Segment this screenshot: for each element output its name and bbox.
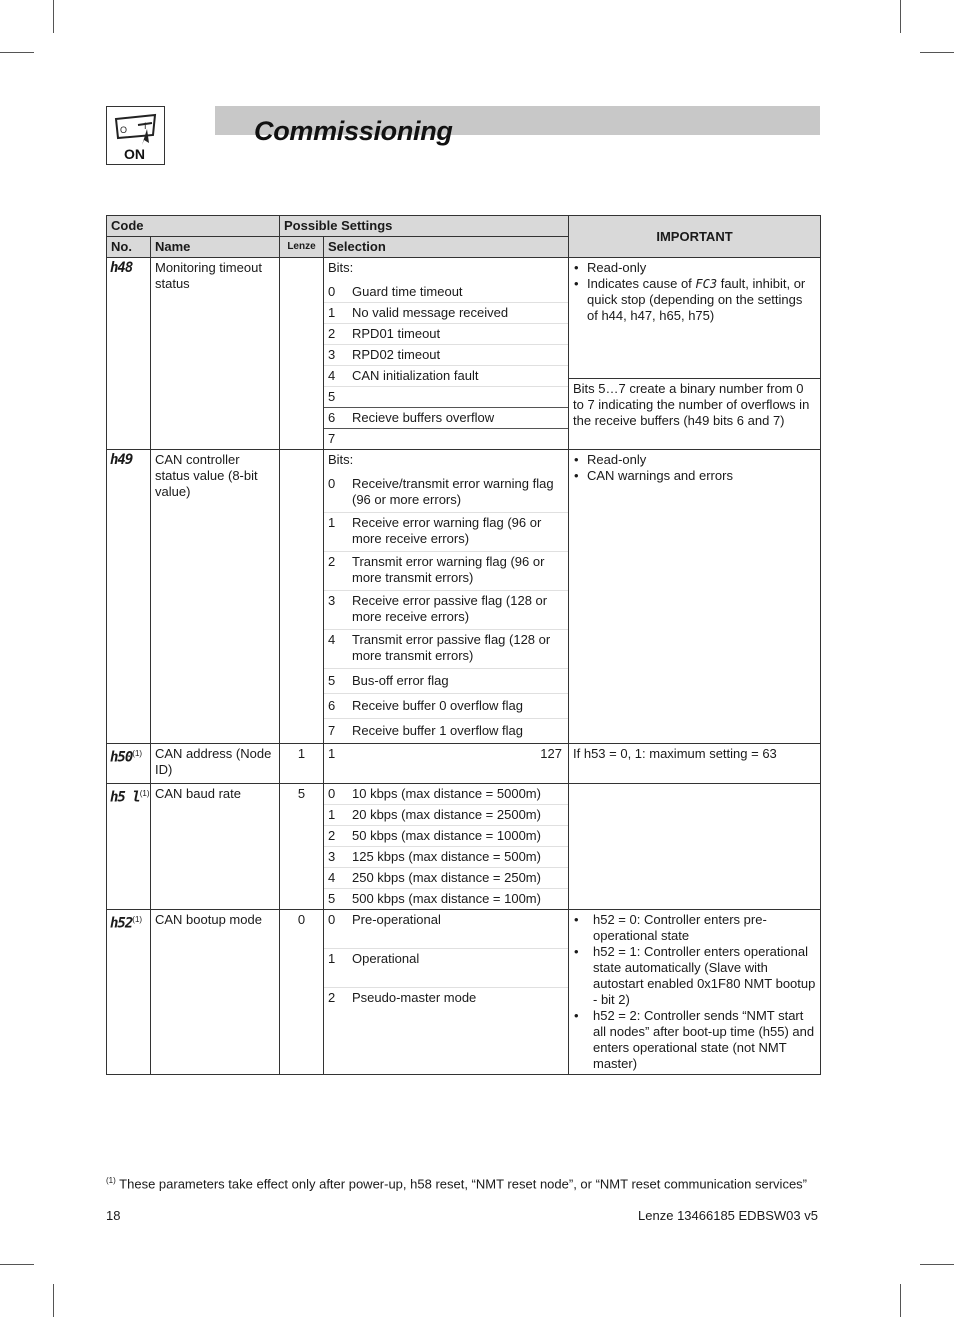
bit-number: 4 [328, 368, 336, 383]
list-item [324, 407, 568, 428]
list-item [324, 365, 568, 386]
bit-number: 1 [328, 305, 336, 320]
bit-text: Recieve buffers overflow [352, 410, 495, 425]
document-reference: Lenze 13466185 EDBSW03 v5 [638, 1208, 818, 1223]
list-item [324, 282, 568, 302]
bit-number: 5 [328, 389, 336, 404]
bit-text: Receive error passive flag (128 or more receive errors) [352, 593, 548, 624]
header-code: Code [107, 216, 280, 237]
header-lenze: Lenze [280, 237, 324, 258]
list-item [324, 474, 568, 512]
selection-cell [324, 784, 569, 910]
code-cell [107, 784, 151, 910]
range-max: 127 [540, 746, 562, 761]
table-row-h51 [107, 784, 821, 910]
important-item: • h52 = 0: Controller enters pre-operational state [593, 912, 816, 944]
bit-number: 7 [328, 723, 336, 738]
header-possible-settings: Possible Settings [280, 216, 569, 237]
bit-text [352, 389, 564, 405]
bit-number: 3 [328, 347, 336, 362]
list-item [324, 910, 568, 948]
bit-text: Bus-off error flag [352, 673, 449, 688]
header-selection: Selection [324, 237, 569, 258]
option-number: 2 [328, 828, 336, 843]
bit-number: 5 [328, 673, 336, 688]
list-item [324, 888, 568, 909]
table-row-h50 [107, 744, 821, 784]
bits-label: Bits: [328, 452, 354, 467]
bit-number: 6 [328, 410, 336, 425]
bit-text: No valid message received [352, 305, 509, 320]
option-text: Operational [352, 951, 420, 966]
fault-code: FC3 [695, 277, 718, 291]
footnote [106, 1176, 807, 1191]
important-item: • CAN warnings and errors [587, 468, 816, 484]
bits-label: Bits: [328, 260, 354, 275]
option-number: 1 [328, 807, 336, 822]
option-text: 125 kbps (max distance = 500m) [352, 849, 541, 864]
bit-number: 7 [328, 431, 336, 446]
list-item [324, 784, 568, 804]
param-name: Monitoring timeout status [151, 258, 280, 450]
lenze-default [280, 258, 324, 450]
code-cell [107, 450, 151, 744]
option-number: 1 [328, 951, 336, 966]
bit-text: Receive buffer 0 overflow flag [352, 698, 524, 713]
list-item [324, 825, 568, 846]
bit-text: RPD02 timeout [352, 347, 441, 362]
code-cell [107, 744, 151, 784]
bit-text: Transmit error warning flag (96 or more transmit errors) [352, 554, 545, 585]
param-code: h48 [110, 260, 133, 276]
switch-graphic [107, 107, 164, 164]
bit-number: 6 [328, 698, 336, 713]
list-item [324, 590, 568, 629]
list-item [324, 512, 568, 551]
option-text: 50 kbps (max distance = 1000m) [352, 828, 541, 843]
crop-mark [53, 0, 54, 33]
table-row-h48 [107, 258, 821, 450]
bit-text: RPD01 timeout [352, 326, 441, 341]
option-text: Pseudo-master mode [352, 990, 477, 1005]
list-item [324, 344, 568, 365]
crop-mark [900, 0, 901, 33]
param-code: h52 [110, 915, 133, 932]
lenze-default: 5 [280, 784, 324, 910]
list-item [324, 629, 568, 668]
selection-cell [324, 744, 569, 784]
page-title: Commissioning [254, 116, 453, 146]
option-number: 4 [328, 870, 336, 885]
param-name: CAN address (Node ID) [151, 744, 280, 784]
param-name: CAN bootup mode [151, 910, 280, 1075]
footnote-text: These parameters take effect only after power-up, h58 reset, “NMT reset node”, or “NMT reset communication services” [119, 1176, 808, 1192]
param-name: CAN controller status value (8-bit value) [151, 450, 280, 744]
important-item: • h52 = 1: Controller enters operational state automatically (Slave with autostart enabled 0x1F80 NMT bootup - bit 2) [593, 944, 816, 1008]
list-item [324, 948, 568, 987]
header-row [107, 216, 821, 237]
bit-text: Guard time timeout [352, 284, 463, 299]
option-number: 0 [328, 912, 336, 927]
important-cell: If h53 = 0, 1: maximum setting = 63 [569, 744, 821, 784]
bit-number: 2 [328, 326, 336, 341]
selection-cell [324, 450, 569, 744]
crop-mark [0, 1264, 34, 1265]
param-code: h50 [110, 749, 133, 766]
crop-mark [0, 52, 34, 53]
switch-on-symbol: I [144, 121, 147, 131]
footnote-mark: (1) [106, 1176, 116, 1185]
list-item [324, 846, 568, 867]
bit-text: Receive error warning flag (96 or more receive errors) [352, 515, 542, 546]
param-code: h5 l [110, 789, 140, 806]
important-cell [569, 784, 821, 910]
footnote-mark: (1) [132, 749, 143, 758]
lenze-default: 0 [280, 910, 324, 1075]
table-row-h52 [107, 910, 821, 1075]
list-item [324, 551, 568, 590]
bit-text: Receive/transmit error warning flag (96 or more errors) [352, 476, 554, 507]
selection-cell [324, 910, 569, 1075]
important-item [587, 276, 816, 324]
list-item [324, 693, 568, 718]
crop-mark [53, 1284, 54, 1317]
important-text: fault, inhibit, or quick stop (depending on the settings of h44, h47, h65, h75) [587, 276, 806, 323]
footnote-mark: (1) [132, 915, 143, 924]
important-note: Bits 5…7 create a binary number from 0 to 7 indicating the number of overflows in the receive buffers (h49 bits 6 and 7) [573, 381, 810, 428]
option-text: 10 kbps (max distance = 5000m) [352, 786, 541, 801]
header-no: No. [107, 237, 151, 258]
param-code: h49 [110, 452, 133, 468]
list-item [324, 867, 568, 888]
lenze-default: 1 [280, 744, 324, 784]
option-number: 0 [328, 786, 336, 801]
code-cell [107, 258, 151, 450]
important-item: • Read-only [587, 452, 816, 468]
important-cell [569, 910, 821, 1075]
crop-mark [900, 1284, 901, 1317]
bit-number: 2 [328, 554, 336, 569]
list-item [324, 302, 568, 323]
range-min: 1 [328, 746, 336, 761]
bit-text: Transmit error passive flag (128 or more transmit errors) [352, 632, 551, 663]
bit-text [352, 431, 564, 447]
bit-text: CAN initialization fault [352, 368, 479, 383]
list-item [324, 323, 568, 344]
option-text: Pre-operational [352, 912, 441, 927]
footnote-mark: (1) [139, 789, 150, 798]
option-number: 3 [328, 849, 336, 864]
crop-mark [920, 52, 954, 53]
bit-number: 3 [328, 593, 336, 608]
selection-cell [324, 258, 569, 450]
list-item [324, 668, 568, 693]
crop-mark [920, 1264, 954, 1265]
code-cell [107, 910, 151, 1075]
list-item [324, 804, 568, 825]
option-text: 500 kbps (max distance = 100m) [352, 891, 541, 906]
list-item [324, 386, 568, 407]
bit-number: 0 [328, 284, 336, 299]
list-item [324, 428, 568, 449]
switch-off-symbol: O [120, 125, 128, 135]
header-important: IMPORTANT [569, 216, 821, 258]
page-number: 18 [106, 1208, 121, 1223]
bit-number: 1 [328, 515, 336, 530]
bit-number: 0 [328, 476, 336, 491]
important-cell [569, 450, 821, 744]
param-name: CAN baud rate [151, 784, 280, 910]
bit-number: 4 [328, 632, 336, 647]
on-switch-icon [106, 106, 165, 165]
list-item [324, 987, 568, 1008]
option-number: 5 [328, 891, 336, 906]
bit-text: Receive buffer 1 overflow flag [352, 723, 524, 738]
table-row-h49 [107, 450, 821, 744]
important-item: • h52 = 2: Controller sends “NMT start all nodes” after boot-up time (h55) and enters operational state (not NMT master) [593, 1008, 816, 1072]
important-cell [569, 258, 821, 450]
lenze-default [280, 450, 324, 744]
important-item: • Read-only [587, 260, 816, 276]
header-name: Name [151, 237, 280, 258]
option-number: 2 [328, 990, 336, 1005]
icon-on-label: ON [124, 146, 145, 162]
option-text: 250 kbps (max distance = 250m) [352, 870, 541, 885]
list-item [324, 718, 568, 743]
option-text: 20 kbps (max distance = 2500m) [352, 807, 541, 822]
important-text: Indicates cause of [587, 276, 696, 291]
parameter-table [106, 215, 821, 1075]
